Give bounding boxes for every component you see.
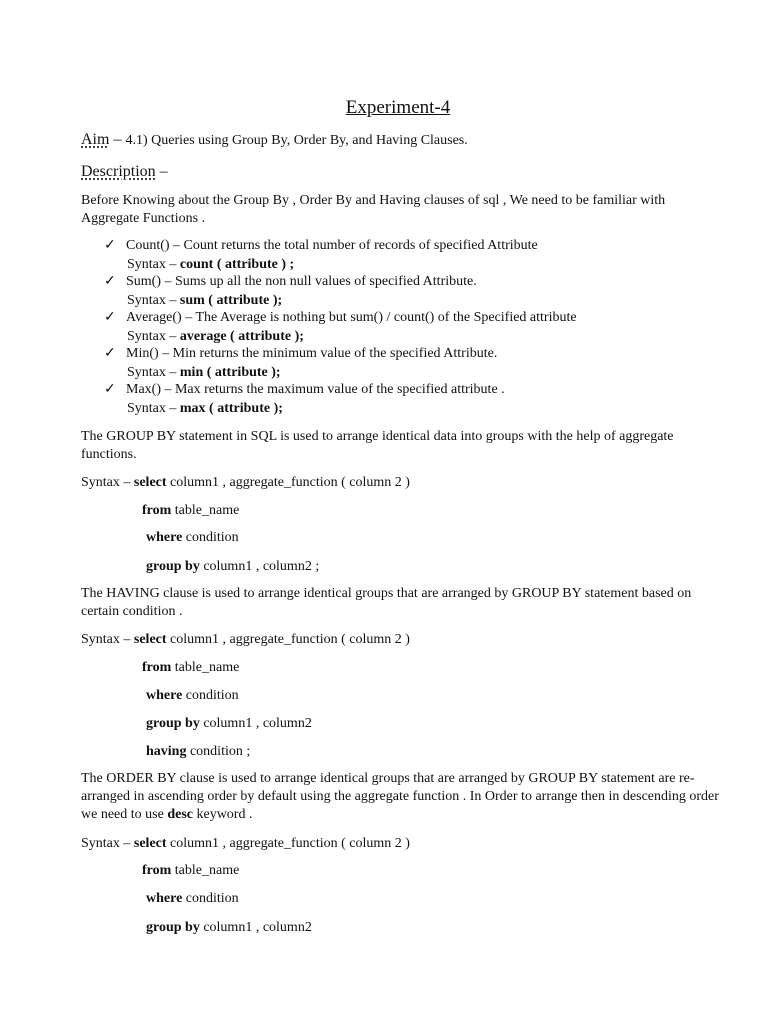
syntax-line-average: Syntax – average ( attribute ); [127, 329, 304, 344]
group-by-syntax-select: Syntax – select column1 , aggregate_function ( column 2 ) [81, 475, 410, 490]
having-syntax-having: having condition ; [146, 744, 251, 759]
having-syntax-where: where condition [146, 688, 239, 703]
list-item-sum: ✓ Sum() – Sums up all the non null values of specified Attribute. [104, 274, 477, 289]
page-title: Experiment-4 [345, 97, 451, 118]
aim-label: Aim [81, 131, 110, 148]
having-paragraph: The HAVING clause is used to arrange identical groups that are arranged by GROUP BY statement based on certain condition . [81, 586, 692, 619]
having-syntax-from: from table_name [142, 660, 240, 675]
checkmark-icon: ✓ [104, 310, 116, 325]
list-item-min: ✓ Min() – Min returns the minimum value of the specified Attribute. [104, 346, 498, 361]
having-syntax-groupby: group by column1 , column2 [146, 716, 312, 731]
order-by-syntax-from: from table_name [142, 863, 240, 878]
list-item-max: ✓ Max() – Max returns the maximum value of the specified attribute . [104, 382, 505, 397]
checkmark-icon: ✓ [104, 382, 116, 397]
having-syntax-select: Syntax – select column1 , aggregate_function ( column 2 ) [81, 632, 410, 647]
order-by-syntax-where: where condition [146, 891, 239, 906]
syntax-line-sum: Syntax – sum ( attribute ); [127, 293, 283, 308]
syntax-line-max: Syntax – max ( attribute ); [127, 401, 283, 416]
description-label: Description [81, 163, 156, 180]
order-by-syntax-select: Syntax – select column1 , aggregate_function ( column 2 ) [81, 836, 410, 851]
aim-text: 4.1) Queries using Group By, Order By, and Having Clauses. [125, 133, 468, 148]
list-item-average: ✓ Average() – The Average is nothing but sum() / count() of the Specified attribute [104, 310, 577, 325]
checkmark-icon: ✓ [104, 274, 116, 289]
aim-line: Aim – 4.1) Queries using Group By, Order By, and Having Clauses. [81, 131, 468, 148]
checkmark-icon: ✓ [104, 346, 116, 361]
group-by-syntax-from: from table_name [142, 503, 240, 518]
order-by-paragraph: The ORDER BY clause is used to arrange identical groups that are arranged by GROUP BY statement are re-arranged in ascending order by default using the aggregate function . In Order to arrange then in descending order we need to use desc keyword . [81, 771, 719, 822]
syntax-line-count: Syntax – count ( attribute ) ; [127, 257, 295, 272]
group-by-syntax-where: where condition [146, 530, 239, 545]
order-by-syntax-groupby: group by column1 , column2 [146, 920, 312, 935]
group-by-paragraph: The GROUP BY statement in SQL is used to arrange identical data into groups with the help of aggregate functions. [81, 429, 674, 462]
group-by-syntax-groupby: group by column1 , column2 ; [146, 559, 320, 574]
description-heading: Description – [81, 163, 168, 180]
syntax-line-min: Syntax – min ( attribute ); [127, 365, 281, 380]
list-item-count: ✓ Count() – Count returns the total number of records of specified Attribute [104, 238, 538, 253]
checkmark-icon: ✓ [104, 238, 116, 253]
intro-paragraph: Before Knowing about the Group By , Order By and Having clauses of sql , We need to be familiar with Aggregate Functions . [81, 193, 666, 226]
